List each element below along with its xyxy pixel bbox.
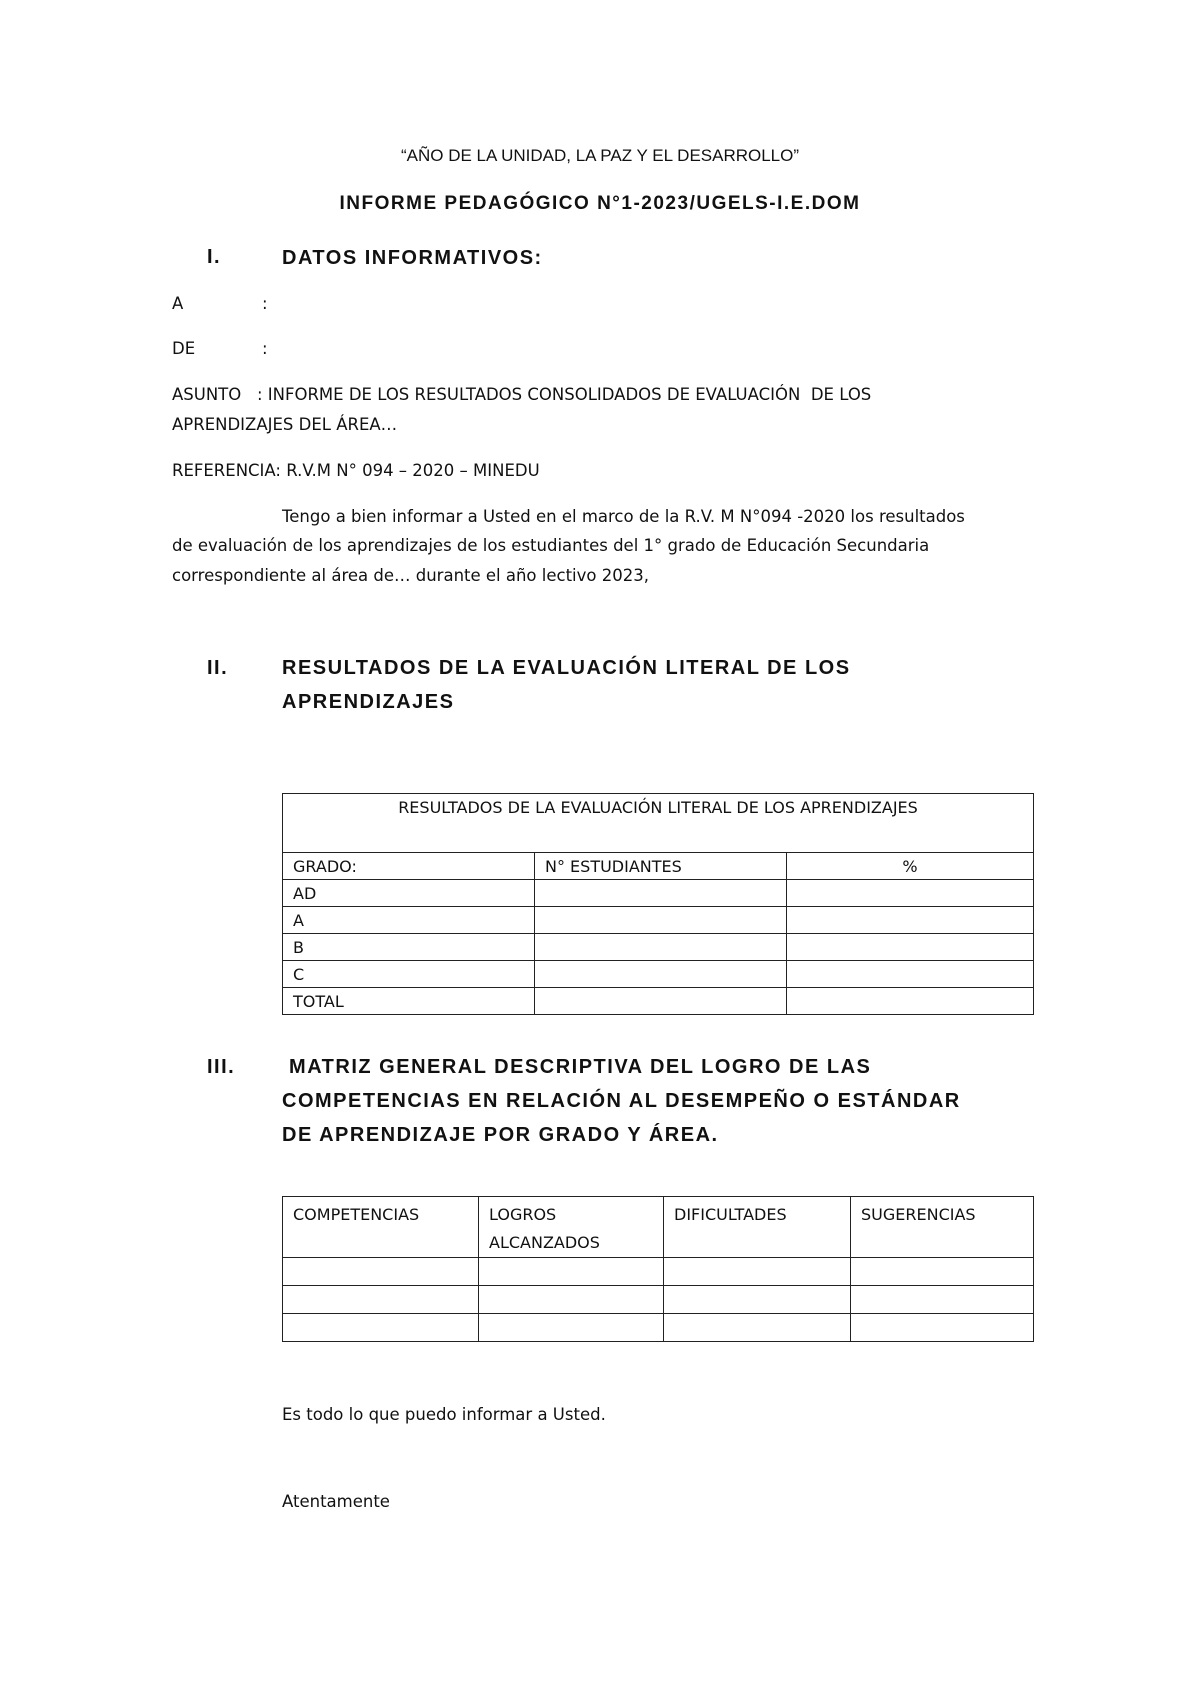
cell-percent (787, 934, 1034, 961)
cell-students (535, 934, 787, 961)
cell-students (535, 961, 787, 988)
cell-percent (787, 961, 1034, 988)
cell-competencia (283, 1258, 479, 1286)
table-row (283, 1258, 1034, 1286)
table-row (283, 880, 1034, 907)
subject-line-1: ASUNTO : INFORME DE LOS RESULTADOS CONSOLIDADOS DE EVALUACIÓN DE LOS (172, 385, 872, 404)
header-dificultades: DIFICULTADES (664, 1197, 851, 1258)
row-label: TOTAL (283, 988, 535, 1015)
section3-title-line-1: MATRIZ GENERAL DESCRIPTIVA DEL LOGRO DE LAS (282, 1056, 872, 1078)
table-row (283, 934, 1034, 961)
from-label: DE (172, 339, 196, 358)
header-sugerencias: SUGERENCIAS (851, 1197, 1034, 1258)
section2-title-line-1: RESULTADOS DE LA EVALUACIÓN LITERAL DE LOS (282, 657, 851, 679)
section3-title-line-2: COMPETENCIAS EN RELACIÓN AL DESEMPEÑO O ESTÁNDAR (282, 1090, 961, 1112)
closing-statement: Es todo lo que puedo informar a Usted. (282, 1405, 606, 1424)
year-motto: “AÑO DE LA UNIDAD, LA PAZ Y EL DESARROLLO” (400, 146, 800, 165)
literal-results-caption: RESULTADOS DE LA EVALUACIÓN LITERAL DE LOS APRENDIZAJES (283, 794, 1034, 853)
cell-competencia (283, 1314, 479, 1342)
cell-dificultades (664, 1314, 851, 1342)
subject-line-2: APRENDIZAJES DEL ÁREA… (172, 415, 398, 434)
cell-logros (479, 1286, 664, 1314)
table-row (283, 988, 1034, 1015)
literal-results-table (282, 793, 1034, 1015)
to-colon: : (262, 294, 268, 313)
section1-title: DATOS INFORMATIVOS: (282, 247, 543, 269)
header-logros-line-1: LOGROS (489, 1205, 557, 1224)
report-title: INFORME PEDAGÓGICO N°1-2023/UGELS-I.E.DOM (339, 193, 861, 214)
reference: REFERENCIA: R.V.M N° 094 – 2020 – MINEDU (172, 461, 540, 480)
cell-logros (479, 1314, 664, 1342)
table-row (283, 1314, 1034, 1342)
competencies-matrix-table (282, 1196, 1034, 1342)
cell-students (535, 907, 787, 934)
signoff: Atentamente (282, 1492, 390, 1511)
cell-percent (787, 907, 1034, 934)
from-colon: : (262, 339, 268, 358)
table-row (283, 961, 1034, 988)
cell-sugerencias (851, 1314, 1034, 1342)
cell-students (535, 988, 787, 1015)
paragraph-line-1: Tengo a bien informar a Usted en el marco de la R.V. M N°094 -2020 los resultados (282, 507, 965, 526)
paragraph-line-3: correspondiente al área de… durante el año lectivo 2023, (172, 566, 649, 585)
header-grado: GRADO: (283, 853, 535, 880)
row-label: B (283, 934, 535, 961)
header-percent: % (787, 853, 1034, 880)
to-label: A (172, 294, 184, 313)
cell-dificultades (664, 1286, 851, 1314)
header-estudiantes: N° ESTUDIANTES (535, 853, 787, 880)
section2-number: II. (207, 657, 229, 679)
header-competencias: COMPETENCIAS (283, 1197, 479, 1258)
section3-number: III. (207, 1056, 236, 1078)
row-label: AD (283, 880, 535, 907)
cell-logros (479, 1258, 664, 1286)
row-label: A (283, 907, 535, 934)
header-logros-line-2: ALCANZADOS (489, 1233, 600, 1252)
row-label: C (283, 961, 535, 988)
table-row (283, 907, 1034, 934)
cell-percent (787, 988, 1034, 1015)
cell-students (535, 880, 787, 907)
cell-sugerencias (851, 1286, 1034, 1314)
cell-sugerencias (851, 1258, 1034, 1286)
section3-title-line-3: DE APRENDIZAJE POR GRADO Y ÁREA. (282, 1124, 719, 1146)
section1-number: I. (207, 246, 222, 268)
cell-competencia (283, 1286, 479, 1314)
cell-dificultades (664, 1258, 851, 1286)
cell-percent (787, 880, 1034, 907)
table-row (283, 1286, 1034, 1314)
paragraph-line-2: de evaluación de los aprendizajes de los estudiantes del 1° grado de Educación Secundaria (172, 536, 930, 555)
section2-title-line-2: APRENDIZAJES (282, 691, 455, 713)
header-logros (479, 1197, 664, 1258)
